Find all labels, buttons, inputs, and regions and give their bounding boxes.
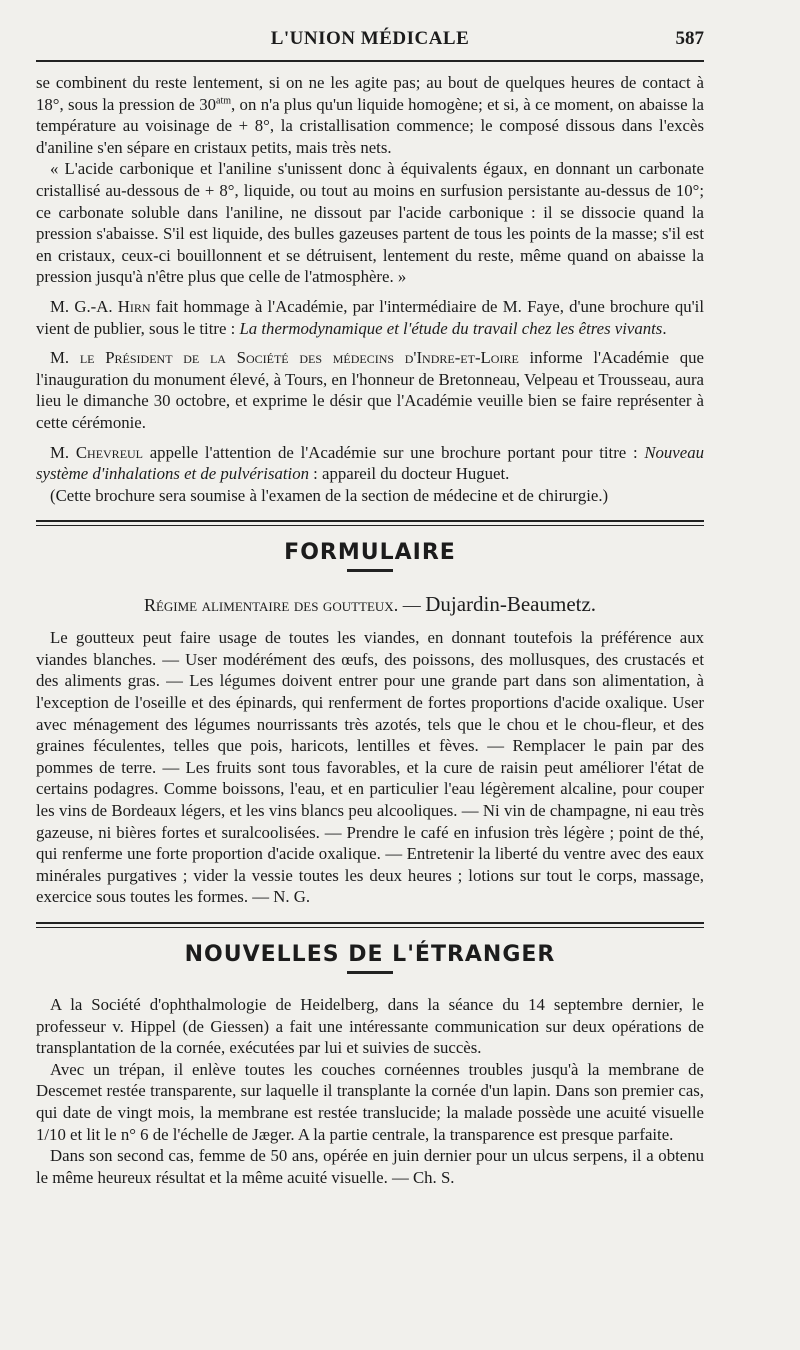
nouvelles-paragraph-3: Dans son second cas, femme de 50 ans, opérée en juin dernier pour un ulcus serpens, il a obtenu le même heureux résultat et la même acuité visuelle. — Ch. S.	[36, 1146, 704, 1187]
hirn-end: .	[662, 318, 667, 338]
chevreul-note: (Cette brochure sera soumise à l'examen de la section de médecine et de chirurgie.)	[50, 485, 609, 505]
atm-superscript: atm	[216, 95, 231, 106]
formulaire-subtitle	[36, 592, 704, 617]
subtitle-separator: —	[398, 595, 426, 616]
president-text: informe l'Académie que l'inauguration du monument élevé, à Tours, en l'honneur de Bretonneau, Velpeau et Trousseau, aura lieu le dimanche 30 octobre, et exprime le désir que l'Académie veuille bien se faire représenter à cette cérémonie.	[36, 348, 704, 432]
president-paragraph	[36, 347, 704, 433]
hirn-paragraph	[36, 296, 704, 339]
intro-p1-start: se combinent du reste lentement, si on ne les agite pas; au bout de quelques heures de contact à 18°, sous la pression de 30	[36, 73, 704, 114]
nouvelles-title: NOUVELLES DE L'ÉTRANGER	[184, 942, 556, 967]
nouvelles-paragraph-2: Avec un trépan, il enlève toutes les couches cornéennes troubles jusqu'à la membrane de Descemet restée transparente, sur laquelle il transplante la cornée d'un lapin. Dans son premier cas, qui date de vingt mois, la membrane est restée translucide; la malade possède une acuité visuelle 1/10 et lit le n° 6 de l'échelle de Jæger. A la partie centrale, la transparence est presque parfaite.	[36, 1059, 704, 1144]
hirn-text: fait hommage à l'Académie, par l'intermédiaire de M. Faye, d'une brochure qu'il vient de publier, sous le titre :	[36, 296, 704, 338]
nouvelles-paragraph-1: A la Société d'ophthalmologie de Heidelberg, dans la séance du 14 septembre dernier, le professeur v. Hippel (de Giessen) a fait une intéressante communication sur deux opérations de transplantation de la cornée, exécutées par lui et suivies de succès.	[36, 995, 704, 1058]
formulaire-author: Dujardin-Beaumetz.	[425, 592, 597, 617]
chevreul-title: Nouveau système d'inhalations et de pulvérisation	[36, 442, 704, 484]
page	[36, 22, 704, 1188]
section-divider	[36, 922, 704, 928]
chevreul-end: : appareil du docteur Huguet.	[308, 464, 510, 484]
page-number: 587	[675, 28, 704, 49]
page-header	[36, 22, 704, 56]
chevreul-paragraph	[36, 442, 704, 485]
chevreul-text: appelle l'attention de l'Académie sur une brochure portant pour titre :	[143, 442, 645, 462]
title-underline	[347, 971, 393, 974]
formulaire-subtitle-text: Régime alimentaire des goutteux.	[143, 595, 399, 616]
intro-paragraph-2: « L'acide carbonique et l'aniline s'unissent donc à équivalents égaux, en donnant un carbonate cristallisé au-dessous de + 8°, liquide, ou tout au moins en surfusion persistante au-dessus de 10°; ce carbonate soluble dans l'aniline, ne dissout par l'acide carbonique : il se dissocie quand la pression s'abaisse. S'il est liquide, des bulles gazeuses partent de tous les points de la masse; s'il est en cristaux, ceux-ci bouillonnent et se détruisent, lentement du reste, même quand on abaisse la pression jusqu'à n'être plus que celle de l'atmosphère. »	[36, 159, 704, 287]
running-title: L'UNION MÉDICALE	[270, 28, 470, 49]
section-divider	[36, 520, 704, 526]
hirn-title: La thermodynamique et l'étude du travail chez les êtres vivants	[239, 318, 663, 338]
title-underline	[347, 569, 393, 572]
formulaire-title: FORMULAIRE	[284, 540, 456, 566]
chevreul-name: M. Chevreul	[50, 442, 144, 462]
intro-paragraph-1	[36, 72, 704, 158]
formulaire-body: Le goutteux peut faire usage de toutes les viandes, en donnant toutefois la préférence aux viandes blanches. — User modérément des œufs, des poissons, des mollusques, des crustacés et des aliments gras. — Les légumes doivent entrer pour une grande part dans son alimentation, à l'exception de l'oseille et des épinards, qui renferment de fortes proportions d'acide oxalique. User avec ménagement des légumes nourrissants très azotés, tels que le chou et le chou-fleur, et des graines féculentes, telles que pois, haricots, lentilles et fèves. — Remplacer le pain par des pommes de terre. — Les fruits sont tous favorables, et la cure de raisin peut améliorer l'état de certains podagres. Comme boissons, l'eau, et en particulier l'eau légèrement alcaline, pour couper les vins de Bordeaux légers, et les vins blancs peu alcooliques. — Ni vin de champagne, ni eau très gazeuse, ni bières fortes et suralcoolisées. — Prendre le café en infusion très légère ; point de thé, qui renferme une forte proportion d'acide oxalique. — Entretenir la liberté du ventre avec des eaux minérales purgatives ; vider la vessie toutes les deux heures ; lotions sur tout le corps, massage, exercice sous toutes les formes. — N. G.	[36, 628, 704, 907]
hirn-name: M. G.-A. Hirn	[50, 296, 151, 316]
intro-p1-rest: , on n'a plus qu'un liquide homogène; et si, à ce moment, on abaisse la température au voisinage de + 8°, la cristallisation commence; le composé dissous dans l'excès d'aniline s'en sépare en cristaux petits, mais très nets.	[36, 94, 704, 157]
president-name: M. le Président de la Société des médecins d'Indre-et-Loire	[50, 348, 519, 368]
